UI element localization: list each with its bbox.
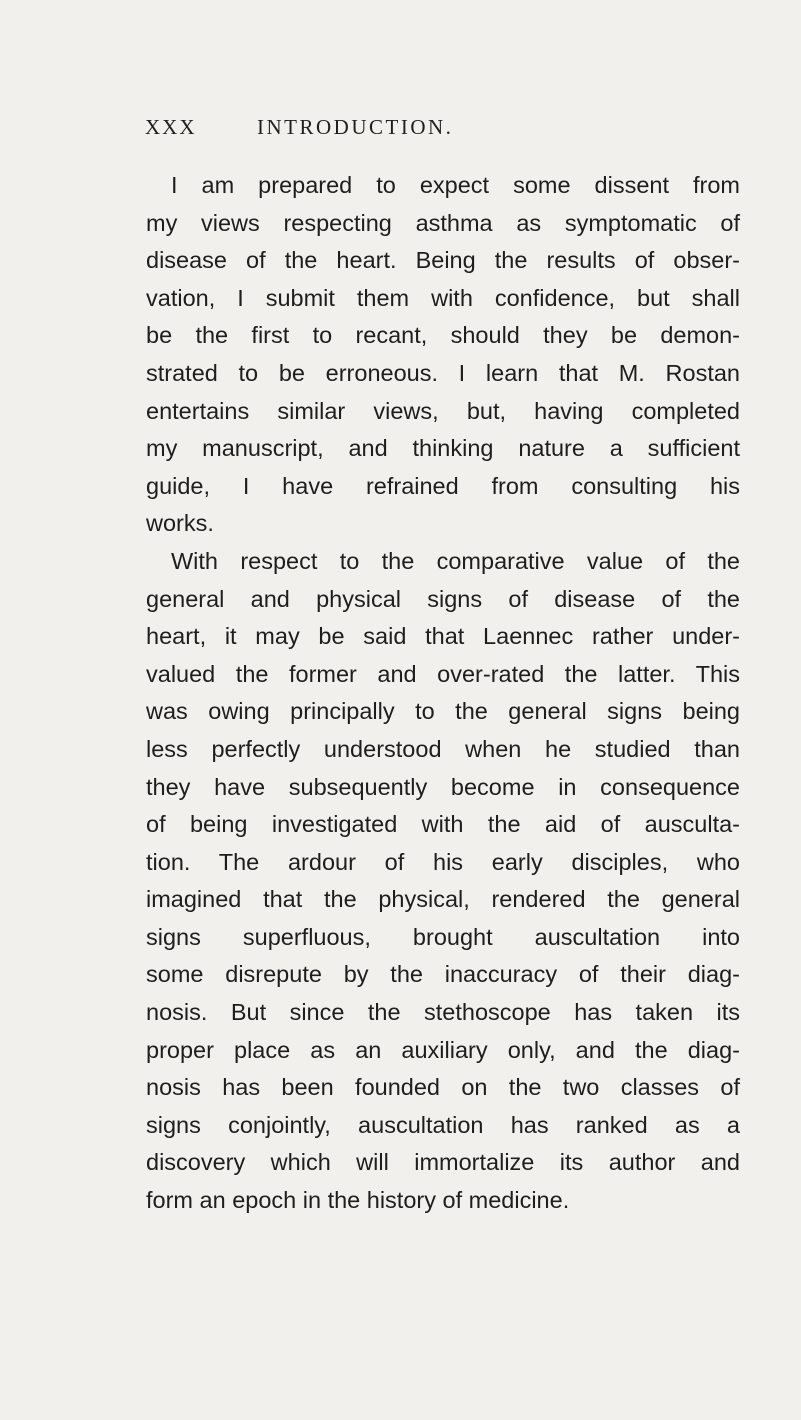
running-head (145, 115, 705, 145)
text-line: heart, it may be said that Laennec rather under- (146, 623, 740, 650)
text-line: some disrepute by the inaccuracy of their diag- (146, 961, 740, 988)
text-line: general and physical signs of disease of the (146, 585, 740, 612)
running-title: INTRODUCTION. (257, 115, 454, 139)
text-line: imagined that the physical, rendered the general (146, 886, 740, 913)
text-line: nosis has been founded on the two classes of (146, 1074, 740, 1101)
text-line: guide, I have refrained from consulting his (146, 472, 740, 499)
text-line: form an epoch in the history of medicine. (146, 1187, 570, 1214)
body-text (146, 167, 740, 1220)
text-line: signs conjointly, auscultation has ranked as a (146, 1111, 740, 1138)
text-line: signs superfluous, brought auscultation into (146, 923, 740, 950)
text-line: less perfectly understood when he studied than (146, 735, 740, 762)
text-line: vation, I submit them with confidence, but shall (146, 284, 740, 311)
text-line: works. (146, 510, 214, 537)
text-line: was owing principally to the general signs being (146, 698, 740, 725)
text-line: strated to be erroneous. I learn that M. Rostan (146, 359, 740, 386)
text-line: tion. The ardour of his early disciples, who (146, 848, 740, 875)
text-line: proper place as an auxiliary only, and the diag- (146, 1036, 740, 1063)
text-line: valued the former and over-rated the latter. This (146, 660, 740, 687)
text-line: my manuscript, and thinking nature a sufficient (146, 435, 740, 462)
text-line: my views respecting asthma as symptomatic of (146, 209, 740, 236)
text-line: disease of the heart. Being the results of obser- (146, 247, 740, 274)
text-line: of being investigated with the aid of ausculta- (146, 811, 740, 838)
text-line: be the first to recant, should they be demon- (146, 322, 740, 349)
text-line: they have subsequently become in consequence (146, 773, 740, 800)
text-line: discovery which will immortalize its author and (146, 1149, 740, 1176)
text-line: With respect to the comparative value of the (171, 547, 740, 574)
text-line: entertains similar views, but, having completed (146, 397, 740, 424)
text-line: I am prepared to expect some dissent from (171, 172, 740, 198)
page-number: XXX (145, 115, 197, 139)
text-line: nosis. But since the stethoscope has taken its (146, 999, 740, 1026)
